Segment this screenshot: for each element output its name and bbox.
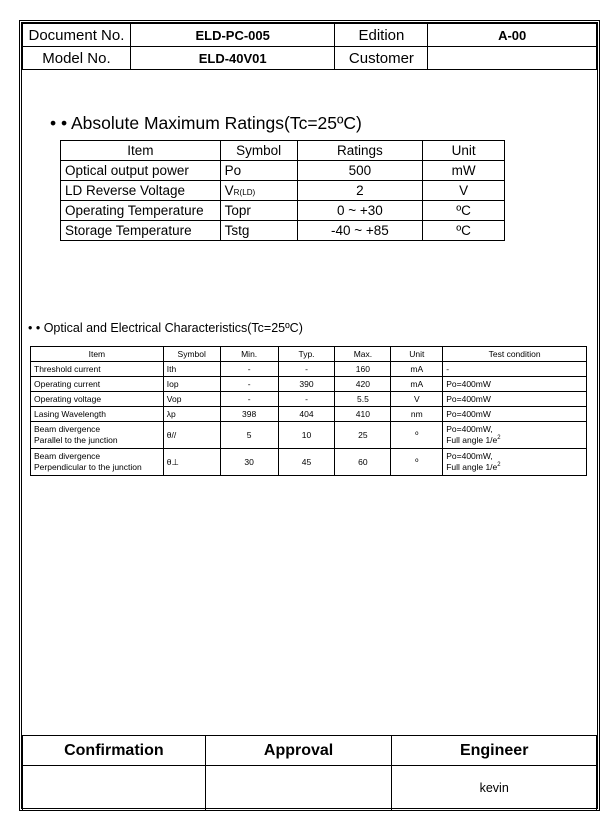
cell-symbol: Tstg [220,221,297,241]
cell-min: 5 [220,422,278,449]
edition-value: A-00 [428,24,597,47]
cell-condition [443,449,587,476]
cond-sup: 2 [497,462,501,469]
cond-line1: Po=400mW, [446,424,493,435]
cell-item: Operating Temperature [61,201,221,221]
abs-max-table [60,140,505,241]
table-row [31,422,587,449]
approval-label: Approval [205,736,392,766]
cell-symbol: Ith [163,362,220,377]
cond-line2: Full angle 1/e [446,462,498,472]
table-row [61,161,505,181]
customer-label: Customer [335,47,428,70]
cell-symbol: λp [163,407,220,422]
table-row [61,221,505,241]
approval-signature [205,766,392,811]
col-header: Max. [335,347,391,362]
table-row [31,362,587,377]
col-header: Item [61,141,221,161]
cell-typ: 45 [278,449,335,476]
engineer-label: Engineer [392,736,597,766]
cell-condition: - [443,362,587,377]
cell-rating: 500 [297,161,423,181]
cell-typ: - [278,362,335,377]
optical-title: • • Optical and Electrical Characteristics(Tc=25ºC) [28,321,303,335]
cell-item: Optical output power [61,161,221,181]
cell-rating: 2 [297,181,423,201]
cell-symbol [220,181,297,201]
cell-max: 410 [335,407,391,422]
cell-rating: -40 ~ +85 [297,221,423,241]
cell-item: Threshold current [31,362,164,377]
confirmation-signature [23,766,206,811]
item-line2: Parallel to the junction [34,435,118,445]
table-row [31,392,587,407]
cell-unit: º [391,449,443,476]
cell-symbol: Topr [220,201,297,221]
col-header: Symbol [163,347,220,362]
cell-typ: 390 [278,377,335,392]
table-row [61,201,505,221]
cell-item: LD Reverse Voltage [61,181,221,201]
cell-symbol: θ// [163,422,220,449]
model-no-label: Model No. [23,47,131,70]
col-header: Ratings [297,141,423,161]
cell-typ: 404 [278,407,335,422]
col-header: Unit [423,141,505,161]
cell-max: 160 [335,362,391,377]
doc-no-value: ELD-PC-005 [130,24,335,47]
header-table [22,23,597,70]
cell-symbol: Iop [163,377,220,392]
item-line2: Perpendicular to the junction [34,462,142,472]
cell-max: 60 [335,449,391,476]
cell-item: Operating current [31,377,164,392]
customer-value [428,47,597,70]
optical-table [30,346,587,476]
cell-min: 398 [220,407,278,422]
cell-typ: - [278,392,335,407]
cell-unit: ºC [423,201,505,221]
cell-unit: V [423,181,505,201]
cell-unit: º [391,422,443,449]
cell-item: Operating voltage [31,392,164,407]
doc-no-label: Document No. [23,24,131,47]
cell-max: 5.5 [335,392,391,407]
cond-sup: 2 [497,435,501,442]
model-no-value: ELD-40V01 [130,47,335,70]
item-line1: Beam divergence [34,451,101,462]
cell-condition: Po=400mW [443,392,587,407]
cell-max: 420 [335,377,391,392]
abs-max-title: • • Absolute Maximum Ratings(Tc=25ºC) [50,113,362,133]
col-header: Test condition [443,347,587,362]
cell-unit: V [391,392,443,407]
cell-item: Lasing Wavelength [31,407,164,422]
item-line1: Beam divergence [34,424,101,435]
document-frame [19,20,600,811]
cell-unit: mW [423,161,505,181]
cell-item [31,422,164,449]
table-row [31,377,587,392]
cell-unit: ºC [423,221,505,241]
cell-condition: Po=400mW [443,407,587,422]
cell-symbol: θ⊥ [163,449,220,476]
cell-symbol: Po [220,161,297,181]
cell-rating: 0 ~ +30 [297,201,423,221]
cond-line2: Full angle 1/e [446,435,498,445]
cell-unit: nm [391,407,443,422]
cond-line1: Po=400mW, [446,451,493,462]
table-row [31,449,587,476]
signature-table [22,735,597,811]
edition-label: Edition [335,24,428,47]
cell-min: - [220,392,278,407]
cell-typ: 10 [278,422,335,449]
cell-symbol: Vop [163,392,220,407]
symbol-subscript: R(LD) [233,188,256,197]
col-header: Typ. [278,347,335,362]
col-header: Unit [391,347,443,362]
table-row [61,181,505,201]
engineer-name: kevin [392,766,597,811]
cell-unit: mA [391,362,443,377]
cell-max: 25 [335,422,391,449]
cell-min: - [220,377,278,392]
cell-item: Storage Temperature [61,221,221,241]
cell-min: - [220,362,278,377]
symbol-main: V [224,183,234,198]
confirmation-label: Confirmation [23,736,206,766]
table-row [31,407,587,422]
cell-min: 30 [220,449,278,476]
cell-condition [443,422,587,449]
col-header: Symbol [220,141,297,161]
cell-item [31,449,164,476]
cell-condition: Po=400mW [443,377,587,392]
cell-unit: mA [391,377,443,392]
col-header: Item [31,347,164,362]
col-header: Min. [220,347,278,362]
